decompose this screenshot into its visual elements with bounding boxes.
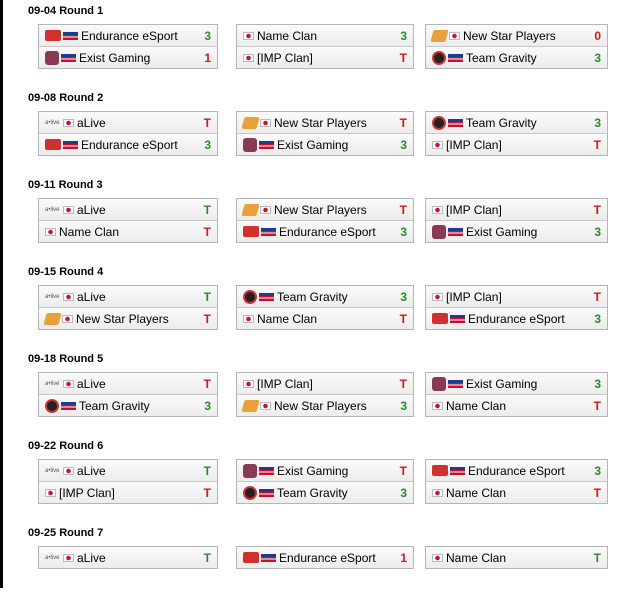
team-row[interactable] <box>426 199 607 220</box>
team-score: 3 <box>594 376 601 391</box>
team-name[interactable]: aLive <box>77 202 106 217</box>
team-logo-icon: a•live <box>45 119 60 126</box>
kr-flag-icon <box>260 119 271 127</box>
team-score: T <box>203 463 211 478</box>
team-row[interactable] <box>426 220 607 242</box>
kr-flag-icon <box>260 206 271 214</box>
round-section <box>28 87 644 174</box>
match-box[interactable] <box>38 372 218 417</box>
team-name[interactable]: Exist Gaming <box>466 376 538 391</box>
team-score: 3 <box>400 224 407 239</box>
team-row[interactable] <box>39 199 217 220</box>
team-name[interactable]: Name Clan <box>257 28 318 43</box>
match-box[interactable] <box>425 111 608 156</box>
team-row[interactable] <box>237 199 413 220</box>
team-row[interactable] <box>39 481 217 503</box>
us-flag-icon <box>261 228 276 236</box>
team-name[interactable]: aLive <box>77 550 106 565</box>
round-section <box>28 0 644 87</box>
team-row[interactable] <box>426 307 607 329</box>
team-row[interactable] <box>237 547 413 568</box>
kr-flag-icon <box>63 206 74 214</box>
team-logo-icon <box>45 139 61 150</box>
team-name[interactable]: New Star Players <box>463 28 556 43</box>
round-title: 09-15 Round 4 <box>28 266 104 278</box>
team-row[interactable] <box>39 460 217 481</box>
round-title: 09-22 Round 6 <box>28 440 104 452</box>
team-score: T <box>399 115 407 130</box>
round-section <box>28 261 644 348</box>
us-flag-icon <box>448 54 463 62</box>
team-name[interactable]: aLive <box>77 289 106 304</box>
team-score: T <box>203 224 211 239</box>
team-row[interactable] <box>426 460 607 481</box>
kr-flag-icon <box>243 380 254 388</box>
team-row[interactable] <box>237 460 413 481</box>
team-row[interactable] <box>426 25 607 46</box>
kr-flag-icon <box>243 315 254 323</box>
match-box[interactable] <box>236 111 414 156</box>
team-score: 3 <box>400 485 407 500</box>
team-score: T <box>203 115 211 130</box>
match-box[interactable] <box>236 198 414 243</box>
team-score: 3 <box>594 311 601 326</box>
team-row[interactable] <box>426 46 607 68</box>
kr-flag-icon <box>62 315 73 323</box>
team-name[interactable]: [IMP Clan] <box>446 289 502 304</box>
team-name[interactable]: Name Clan <box>446 485 507 500</box>
team-score: 3 <box>400 28 407 43</box>
team-score: T <box>593 137 601 152</box>
team-score: T <box>399 463 407 478</box>
team-name[interactable]: Exist Gaming <box>79 50 151 65</box>
team-score: T <box>399 50 407 65</box>
team-logo-icon <box>241 400 259 412</box>
team-score: 3 <box>594 224 601 239</box>
team-logo-icon: a•live <box>45 206 60 213</box>
team-score: T <box>593 398 601 413</box>
team-score: T <box>593 202 601 217</box>
team-name[interactable]: Name Clan <box>59 224 120 239</box>
team-logo-icon <box>432 116 446 130</box>
team-row[interactable] <box>39 133 217 155</box>
team-name[interactable]: [IMP Clan] <box>59 485 115 500</box>
team-name[interactable]: [IMP Clan] <box>257 50 313 65</box>
team-logo-icon: a•live <box>45 293 60 300</box>
us-flag-icon <box>259 467 274 475</box>
us-flag-icon <box>448 380 463 388</box>
team-row[interactable] <box>426 286 607 307</box>
team-name[interactable]: Team Gravity <box>277 485 348 500</box>
team-row[interactable] <box>237 133 413 155</box>
team-row[interactable] <box>39 373 217 394</box>
team-score: T <box>399 202 407 217</box>
team-logo-icon <box>45 30 61 41</box>
team-row[interactable] <box>39 220 217 242</box>
team-row[interactable] <box>39 307 217 329</box>
team-score: T <box>203 289 211 304</box>
kr-flag-icon <box>243 32 254 40</box>
team-logo-icon <box>432 225 446 239</box>
team-row[interactable] <box>237 112 413 133</box>
team-name[interactable]: Name Clan <box>446 398 507 413</box>
match-box[interactable] <box>425 459 608 504</box>
kr-flag-icon <box>449 32 460 40</box>
match-box[interactable] <box>425 546 608 569</box>
team-name[interactable]: Exist Gaming <box>277 137 349 152</box>
us-flag-icon <box>61 54 76 62</box>
team-name[interactable]: aLive <box>77 115 106 130</box>
team-logo-icon: a•live <box>45 554 60 561</box>
team-logo-icon <box>243 552 259 563</box>
match-box[interactable] <box>236 546 414 569</box>
round-title: 09-25 Round 7 <box>28 527 104 539</box>
team-name[interactable]: Exist Gaming <box>277 463 349 478</box>
team-name[interactable]: Team Gravity <box>466 115 537 130</box>
team-score: T <box>593 550 601 565</box>
team-name[interactable]: New Star Players <box>274 202 367 217</box>
team-name[interactable]: Endurance eSport <box>279 224 376 239</box>
team-score: T <box>593 289 601 304</box>
team-row[interactable] <box>39 46 217 68</box>
kr-flag-icon <box>432 141 443 149</box>
kr-flag-icon <box>432 554 443 562</box>
us-flag-icon <box>448 228 463 236</box>
team-score: T <box>203 550 211 565</box>
team-name[interactable]: Endurance eSport <box>81 137 178 152</box>
round-section <box>28 348 644 435</box>
team-name[interactable]: Team Gravity <box>79 398 150 413</box>
match-box[interactable] <box>425 24 608 69</box>
team-score: 1 <box>400 550 407 565</box>
kr-flag-icon <box>63 293 74 301</box>
team-row[interactable] <box>237 373 413 394</box>
kr-flag-icon <box>63 119 74 127</box>
match-box[interactable] <box>236 372 414 417</box>
team-name[interactable]: New Star Players <box>274 398 367 413</box>
team-name[interactable]: [IMP Clan] <box>257 376 313 391</box>
schedule-rounds <box>28 0 644 609</box>
team-name[interactable]: [IMP Clan] <box>446 137 502 152</box>
us-flag-icon <box>63 32 78 40</box>
us-flag-icon <box>259 141 274 149</box>
team-logo-icon <box>243 464 257 478</box>
us-flag-icon <box>259 293 274 301</box>
team-name[interactable]: Endurance eSport <box>468 463 565 478</box>
us-flag-icon <box>259 489 274 497</box>
team-row[interactable] <box>426 394 607 416</box>
match-box[interactable] <box>38 546 218 569</box>
match-box[interactable] <box>236 285 414 330</box>
round-title: 09-04 Round 1 <box>28 5 104 17</box>
match-box[interactable] <box>425 198 608 243</box>
team-row[interactable] <box>426 112 607 133</box>
team-logo-icon <box>241 204 259 216</box>
round-title: 09-11 Round 3 <box>28 179 103 191</box>
team-row[interactable] <box>237 46 413 68</box>
team-score: 3 <box>594 115 601 130</box>
team-score: T <box>593 485 601 500</box>
us-flag-icon <box>448 119 463 127</box>
kr-flag-icon <box>432 206 443 214</box>
team-logo-icon <box>432 51 446 65</box>
team-row[interactable] <box>237 286 413 307</box>
kr-flag-icon <box>432 489 443 497</box>
match-box[interactable] <box>38 24 218 69</box>
team-logo-icon <box>432 313 448 324</box>
us-flag-icon <box>261 554 276 562</box>
team-logo-icon <box>243 138 257 152</box>
kr-flag-icon <box>260 402 271 410</box>
match-box[interactable] <box>38 198 218 243</box>
team-score: T <box>203 485 211 500</box>
team-logo-icon <box>241 117 259 129</box>
team-name[interactable]: Name Clan <box>257 311 318 326</box>
team-score: 3 <box>204 137 211 152</box>
match-box[interactable] <box>38 285 218 330</box>
team-name[interactable]: New Star Players <box>274 115 367 130</box>
team-row[interactable] <box>237 25 413 46</box>
team-score: T <box>203 202 211 217</box>
team-row[interactable] <box>426 133 607 155</box>
team-score: 0 <box>594 28 601 43</box>
round-title: 09-18 Round 5 <box>28 353 104 365</box>
team-score: T <box>399 376 407 391</box>
team-logo-icon <box>45 399 59 413</box>
match-box[interactable] <box>236 459 414 504</box>
match-box[interactable] <box>38 459 218 504</box>
left-edge-bar <box>0 0 3 588</box>
team-name[interactable]: Team Gravity <box>277 289 348 304</box>
team-score: T <box>399 311 407 326</box>
team-row[interactable] <box>39 25 217 46</box>
us-flag-icon <box>450 315 465 323</box>
team-name[interactable]: aLive <box>77 463 106 478</box>
round-section <box>28 522 644 609</box>
match-box[interactable] <box>425 285 608 330</box>
team-name[interactable]: Endurance eSport <box>468 311 565 326</box>
kr-flag-icon <box>63 380 74 388</box>
team-logo-icon <box>432 377 446 391</box>
team-row[interactable] <box>237 394 413 416</box>
team-row[interactable] <box>426 373 607 394</box>
match-box[interactable] <box>38 111 218 156</box>
team-logo-icon <box>243 486 257 500</box>
team-score: 3 <box>594 463 601 478</box>
team-row[interactable] <box>237 220 413 242</box>
team-score: 3 <box>400 289 407 304</box>
team-logo-icon <box>43 313 61 325</box>
team-logo-icon <box>432 465 448 476</box>
team-row[interactable] <box>39 286 217 307</box>
kr-flag-icon <box>63 467 74 475</box>
team-score: T <box>203 311 211 326</box>
team-name[interactable]: Endurance eSport <box>279 550 376 565</box>
team-score: 1 <box>204 50 211 65</box>
team-logo-icon <box>430 30 448 42</box>
team-row[interactable] <box>426 547 607 568</box>
match-box[interactable] <box>425 372 608 417</box>
us-flag-icon <box>63 141 78 149</box>
team-name[interactable]: New Star Players <box>76 311 169 326</box>
kr-flag-icon <box>45 228 56 236</box>
team-row[interactable] <box>237 481 413 503</box>
team-row[interactable] <box>39 547 217 568</box>
round-section <box>28 435 644 522</box>
team-logo-icon <box>45 51 59 65</box>
team-row[interactable] <box>39 394 217 416</box>
team-score: 3 <box>400 398 407 413</box>
kr-flag-icon <box>243 54 254 62</box>
match-box[interactable] <box>236 24 414 69</box>
team-row[interactable] <box>237 307 413 329</box>
team-name[interactable]: Name Clan <box>446 550 507 565</box>
kr-flag-icon <box>432 402 443 410</box>
team-score: 3 <box>204 398 211 413</box>
kr-flag-icon <box>45 489 56 497</box>
team-logo-icon <box>243 290 257 304</box>
team-score: 3 <box>594 50 601 65</box>
round-title: 09-08 Round 2 <box>28 92 104 104</box>
team-name[interactable]: aLive <box>77 376 106 391</box>
team-score: 3 <box>204 28 211 43</box>
team-score: T <box>203 376 211 391</box>
team-row[interactable] <box>39 112 217 133</box>
round-section <box>28 174 644 261</box>
team-name[interactable]: Endurance eSport <box>81 28 178 43</box>
team-row[interactable] <box>426 481 607 503</box>
us-flag-icon <box>61 402 76 410</box>
kr-flag-icon <box>63 554 74 562</box>
team-logo-icon: a•live <box>45 380 60 387</box>
team-name[interactable]: Exist Gaming <box>466 224 538 239</box>
team-score: 3 <box>400 137 407 152</box>
team-name[interactable]: Team Gravity <box>466 50 537 65</box>
team-logo-icon <box>243 226 259 237</box>
kr-flag-icon <box>432 293 443 301</box>
team-logo-icon: a•live <box>45 467 60 474</box>
us-flag-icon <box>450 467 465 475</box>
team-name[interactable]: [IMP Clan] <box>446 202 502 217</box>
